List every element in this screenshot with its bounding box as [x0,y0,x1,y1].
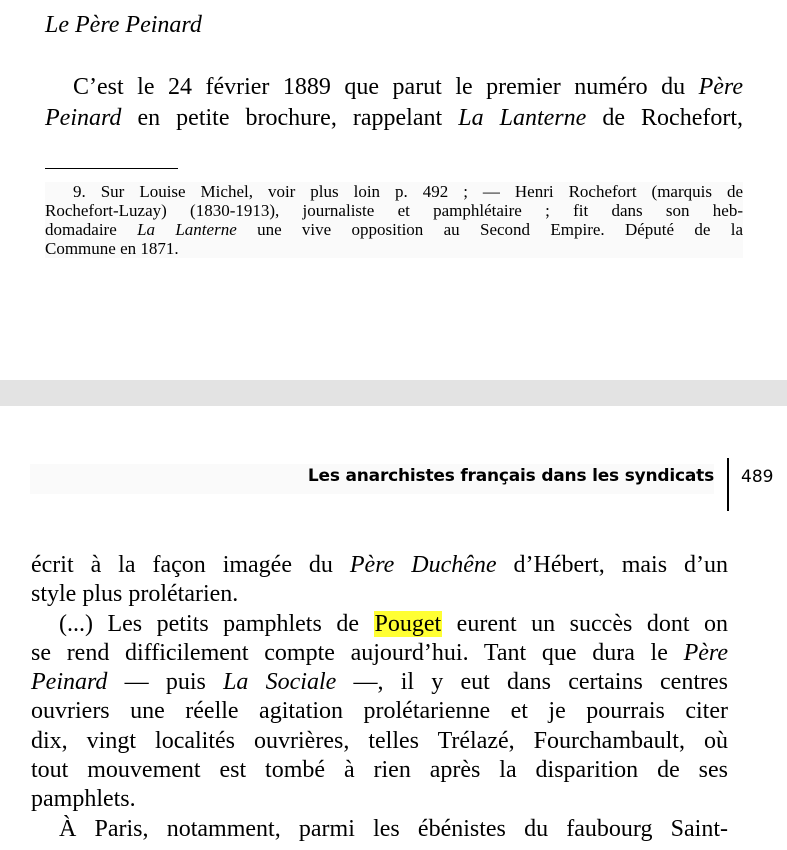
page-top [0,0,787,380]
text-line: C’est le 24 février 1889 que parut le premier numéro du Père [73,74,743,100]
page-bottom [0,406,787,850]
text-line: À Paris, notamment, parmi les ébénistes du faubourg Saint- [59,815,728,842]
footnote-line: Commune en 1871. [45,239,179,258]
text-line: tout mouvement est tombé à rien après la disparition de ses [31,757,728,784]
body-text [31,551,728,844]
chapter-heading: Le Père Peinard [45,12,202,38]
footnote-line: Rochefort-Luzay) (1830-1913), journaliste et pamphlétaire ; fit dans son heb- [45,201,743,220]
text-line: (...) Les petits pamphlets de Pouget eurent un succès dont on [59,610,728,637]
footnote-line: domadaire La Lanterne une vive opposition au Second Empire. Député de la [45,220,744,239]
header-divider [727,458,729,511]
text-line: style plus prolétarien. [31,581,239,608]
footnote-rule [45,168,178,169]
text-line: ouvriers une réelle agitation prolétarienne et je pourrais citer [31,698,728,725]
search-highlight: Pouget [374,610,442,637]
running-title: Les anarchistes français dans les syndicats [307,466,714,486]
page-number: 489 [741,467,774,487]
text-line: Peinard en petite brochure, rappelant La Lanterne de Rochefort, [45,105,743,131]
text-line: pamphlets. [31,786,136,813]
top-paragraph [45,72,743,134]
footnote-line: 9. Sur Louise Michel, voir plus loin p. 492 ; — Henri Rochefort (marquis de [73,182,743,201]
page-separator [0,380,787,406]
text-line: dix, vingt localités ouvrières, telles Trélazé, Fourchambault, où [31,727,728,754]
text-line: écrit à la façon imagée du Père Duchêne d’Hébert, mais d’un [31,552,729,578]
text-line: se rend difficilement compte aujourd’hui. Tant que dura le Père [31,639,728,666]
footnote [45,182,743,258]
text-line: Peinard — puis La Sociale —, il y eut dans certains centres [31,669,728,696]
